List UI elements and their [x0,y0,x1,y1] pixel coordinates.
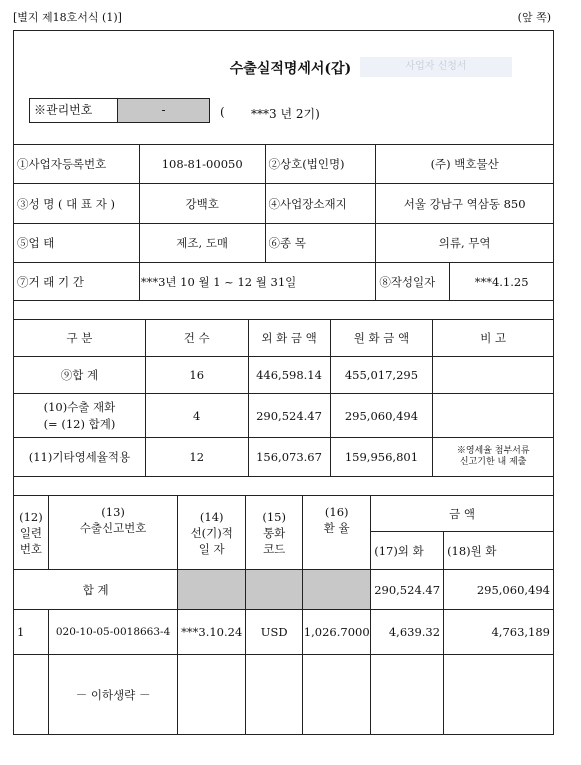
detail-row-rate: 1,026.7000 [303,610,371,655]
period-open-paren: ( [220,105,225,119]
write-date-label: ⑧작성일자 [376,263,450,301]
detail-total-foreign: 290,524.47 [371,570,444,610]
detail-total-label: 합 계 [14,570,178,610]
summary-other-count: 12 [145,438,248,477]
business-type-label: ⑤업 태 [14,224,140,263]
summary-header-count: 건 수 [145,320,248,357]
summary-other-note: ※영세율 첨부서류 신고기한 내 제출 [433,438,554,477]
detail-header-foreign: (17)외 화 [371,532,444,570]
period-text: ***3 년 2기) [251,107,320,121]
summary-total-foreign: 446,598.14 [248,357,330,394]
biz-no-label: ①사업자등록번호 [14,145,140,184]
summary-header-won: 원 화 금 액 [330,320,433,357]
detail-header-ship: (14) 선(기)적 일 자 [178,496,246,570]
summary-other-label: (11)기타영세율적용 [14,438,146,477]
summary-table [13,319,554,477]
summary-export-label: (10)수출 재화 (= (12) 합계) [14,394,146,438]
summary-total-won: 455,017,295 [330,357,433,394]
summary-other-foreign: 156,073.67 [248,438,330,477]
summary-export-foreign: 290,524.47 [248,394,330,438]
summary-total-count: 16 [145,357,248,394]
business-item-value: 의류, 무역 [376,224,554,263]
detail-empty-cell [246,655,303,735]
write-date-value: ***4.1.25 [450,263,554,301]
detail-empty-seq [14,655,49,735]
summary-header-foreign: 외 화 금 액 [248,320,330,357]
detail-empty-cell [371,655,444,735]
trade-period-label: ⑦거 래 기 간 [14,263,140,301]
summary-export-note [433,394,554,438]
table-row [14,438,554,477]
detail-header-amount: 금 액 [371,496,554,532]
business-type-value: 제조, 도매 [139,224,265,263]
detail-header-seq: (12) 일련 번호 [14,496,49,570]
detail-row-won: 4,763,189 [444,610,554,655]
table-row [14,610,554,655]
detail-row-currency: USD [246,610,303,655]
summary-total-label: ⑨합 계 [14,357,146,394]
detail-empty-cell [444,655,554,735]
summary-total-note [433,357,554,394]
table-row [14,655,554,735]
detail-header-rate: (16) 환 율 [303,496,371,570]
summary-header-note: 비 고 [433,320,554,357]
mgmt-number-label: ※관리번호 [29,98,118,123]
address-label: ④사업장소재지 [265,184,376,224]
detail-total-ship [178,570,246,610]
detail-total-won: 295,060,494 [444,570,554,610]
summary-other-won: 159,956,801 [330,438,433,477]
detail-omitted-note: － 이하생략 － [48,655,177,735]
company-info-table [13,144,554,301]
summary-header-category: 구 분 [14,320,146,357]
table-row [14,394,554,438]
form-title: 수출실적명세서(갑) [229,61,352,77]
representative-value: 강백호 [139,184,265,224]
summary-export-count: 4 [145,394,248,438]
mgmt-number-field[interactable]: - [117,98,210,123]
detail-header-currency: (15) 통화 코드 [246,496,303,570]
detail-row-ship: ***3.10.24 [178,610,246,655]
company-name-label: ②상호(법인명) [265,145,376,184]
detail-header-won: (18)원 화 [444,532,554,570]
detail-total-currency [246,570,303,610]
table-row [14,357,554,394]
detail-row-foreign: 4,639.32 [371,610,444,655]
trade-period-value: ***3년 10 월 1 ~ 12 월 31일 [139,263,376,301]
business-item-label: ⑥종 목 [265,224,376,263]
form-number-label: [별지 제18호서식 (1)] [13,11,122,24]
summary-export-won: 295,060,494 [330,394,433,438]
detail-row-seq: 1 [14,610,49,655]
page-side-label: (앞 쪽) [517,11,551,24]
detail-empty-cell [178,655,246,735]
detail-total-rate [303,570,371,610]
address-value: 서울 강남구 역삼동 850 [376,184,554,224]
representative-label: ③성 명 ( 대 표 자 ) [14,184,140,224]
detail-empty-cell [303,655,371,735]
detail-row-decl: 020-10-05-0018663-4 [48,610,177,655]
detail-header-decl: (13) 수출신고번호 [48,496,177,570]
company-name-value: (주) 백호물산 [376,145,554,184]
table-row [14,570,554,610]
biz-no-value: 108-81-00050 [139,145,265,184]
export-detail-table [13,495,554,735]
watermark-box: 사업자 신청서 [360,57,512,77]
